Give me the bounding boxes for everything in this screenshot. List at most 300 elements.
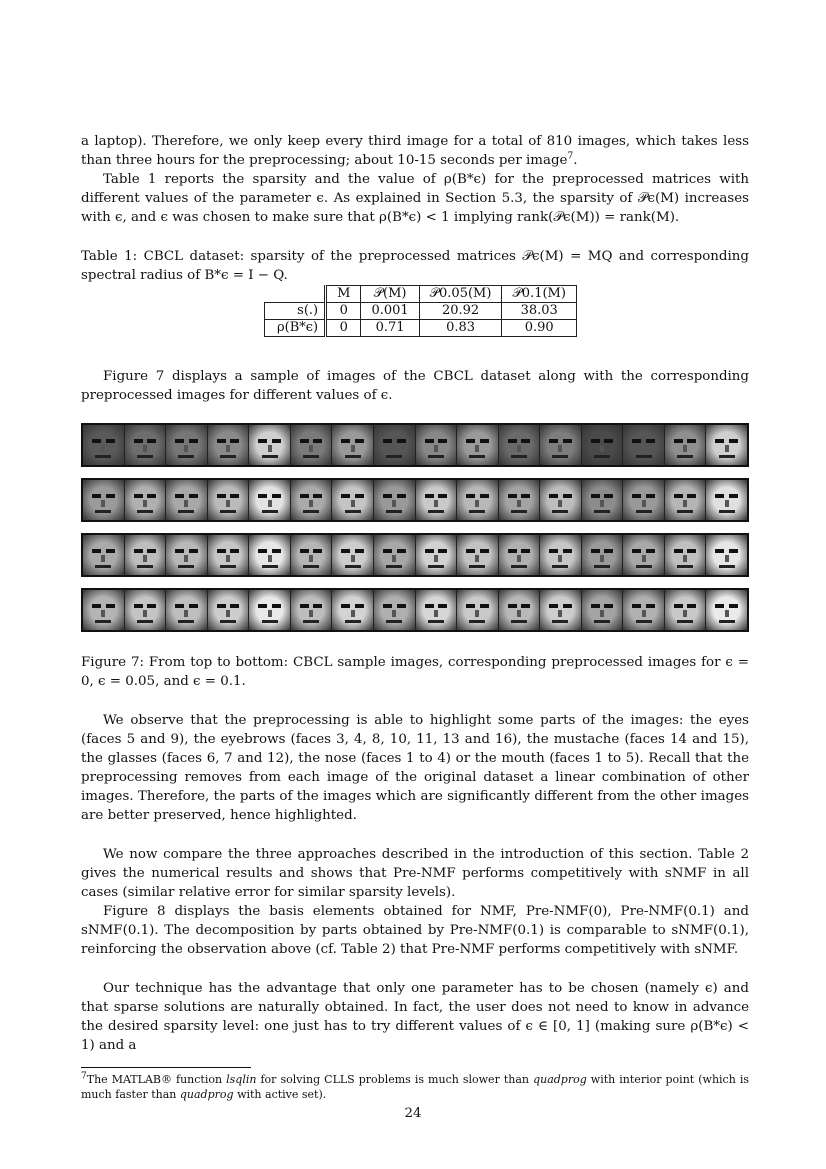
face-feature: [397, 494, 406, 498]
face-feature: [469, 620, 485, 623]
face-feature: [508, 494, 517, 498]
face-feature: [591, 604, 600, 608]
face-feature: [143, 445, 147, 452]
face-feature: [687, 549, 696, 553]
face-thumbnail: [665, 480, 707, 520]
face-feature: [552, 565, 568, 568]
face-thumbnail: [374, 535, 416, 575]
paragraph-1: [81, 132, 749, 170]
face-feature: [220, 565, 236, 568]
face-thumbnail: [208, 425, 250, 465]
face-feature: [178, 455, 194, 458]
face-feature: [604, 494, 613, 498]
face-feature: [425, 604, 434, 608]
face-thumbnail: [166, 480, 208, 520]
face-feature: [475, 500, 479, 507]
face-thumbnail: [499, 590, 541, 630]
face-feature: [220, 455, 236, 458]
face-feature: [92, 439, 101, 443]
face-feature: [591, 439, 600, 443]
face-thumbnail: [166, 590, 208, 630]
face-feature: [594, 455, 610, 458]
face-feature: [178, 510, 194, 513]
face-feature: [428, 455, 444, 458]
face-thumbnail: [416, 480, 458, 520]
face-feature: [677, 620, 693, 623]
face-thumbnail: [374, 480, 416, 520]
face-feature: [175, 604, 184, 608]
face-thumbnail: [457, 535, 499, 575]
face-feature: [147, 439, 156, 443]
face-thumbnail: [623, 535, 665, 575]
face-feature: [230, 604, 239, 608]
face-feature: [480, 604, 489, 608]
face-feature: [425, 439, 434, 443]
face-feature: [508, 439, 517, 443]
face-feature: [268, 555, 272, 562]
face-thumbnail: [499, 425, 541, 465]
face-feature: [258, 604, 267, 608]
face-feature: [636, 565, 652, 568]
face-feature: [397, 439, 406, 443]
face-feature: [184, 555, 188, 562]
figure-7-caption: Figure 7: From top to bottom: CBCL sample images, corresponding preprocessed images for ϵ = 0, ϵ = 0.05, and ϵ = 0.1.: [81, 655, 749, 689]
face-feature: [230, 439, 239, 443]
face-thumbnail: [457, 480, 499, 520]
face-thumbnail: [291, 590, 333, 630]
face-feature: [677, 510, 693, 513]
face-feature: [345, 565, 361, 568]
face-feature: [272, 604, 281, 608]
face-feature: [300, 494, 309, 498]
face-feature: [425, 549, 434, 553]
face-feature: [386, 620, 402, 623]
footnote-ref[interactable]: 7: [567, 151, 574, 162]
face-feature: [355, 549, 364, 553]
face-feature: [552, 510, 568, 513]
footnote-mark: 7: [81, 1071, 87, 1082]
face-feature: [189, 549, 198, 553]
face-feature: [480, 494, 489, 498]
face-feature: [220, 620, 236, 623]
face-thumbnail: [499, 535, 541, 575]
face-thumbnail: [332, 590, 374, 630]
face-feature: [600, 555, 604, 562]
paragraph-7: Our technique has the advantage that only one parameter has to be chosen (namely ϵ) and that sparse solutions are naturally obtained. In fact, the user does not need to know in advance the desired sparsity level: one just has to try different values of ϵ ∈ [0, 1] (making sure ρ(B*ϵ) < 1) and a: [81, 981, 749, 1053]
face-feature: [92, 604, 101, 608]
face-thumbnail: [291, 535, 333, 575]
face-feature: [683, 445, 687, 452]
face-feature: [480, 549, 489, 553]
face-feature: [341, 439, 350, 443]
face-thumbnail: [332, 535, 374, 575]
face-feature: [386, 455, 402, 458]
face-feature: [729, 439, 738, 443]
face-feature: [466, 494, 475, 498]
face-thumbnail: [125, 425, 167, 465]
face-thumbnail: [83, 480, 125, 520]
face-feature: [147, 549, 156, 553]
face-thumbnail: [706, 480, 747, 520]
face-feature: [143, 610, 147, 617]
face-thumbnail: [249, 480, 291, 520]
face-feature: [591, 494, 600, 498]
face-thumbnail: [499, 480, 541, 520]
face-feature: [683, 555, 687, 562]
face-feature: [303, 620, 319, 623]
face-thumbnail: [83, 425, 125, 465]
face-feature: [383, 439, 392, 443]
face-feature: [226, 500, 230, 507]
table-header-cell: 𝒫0.05(M): [419, 286, 502, 303]
face-feature: [719, 620, 735, 623]
face-thumbnail: [416, 590, 458, 630]
face-feature: [303, 565, 319, 568]
face-feature: [300, 439, 309, 443]
face-feature: [549, 549, 558, 553]
face-feature: [134, 494, 143, 498]
face-feature: [604, 439, 613, 443]
face-thumbnail: [166, 425, 208, 465]
face-feature: [466, 439, 475, 443]
face-thumbnail: [623, 425, 665, 465]
table-1-caption: Table 1: CBCL dataset: sparsity of the preprocessed matrices 𝒫ϵ(M) = MQ and corresponding spectral radius of B*ϵ = I − Q.: [81, 249, 749, 283]
face-feature: [604, 604, 613, 608]
face-feature: [642, 445, 646, 452]
face-feature: [392, 555, 396, 562]
face-thumbnail: [706, 590, 747, 630]
face-feature: [552, 620, 568, 623]
face-thumbnail: [540, 535, 582, 575]
table-cell: 0.83: [419, 320, 502, 337]
face-feature: [392, 500, 396, 507]
face-feature: [594, 510, 610, 513]
face-thumbnail: [125, 535, 167, 575]
paragraph-3: Figure 7 displays a sample of images of the CBCL dataset along with the corresponding preprocessed images for different values of ϵ.: [81, 369, 749, 403]
face-thumbnail: [582, 590, 624, 630]
page-body: [81, 132, 749, 1102]
face-thumbnail: [208, 590, 250, 630]
footnote-text: with active set).: [233, 1088, 327, 1101]
face-feature: [355, 439, 364, 443]
face-thumbnail: [249, 425, 291, 465]
face-thumbnail: [249, 590, 291, 630]
face-feature: [134, 604, 143, 608]
table-corner-cell: [265, 286, 326, 303]
face-thumbnail: [540, 590, 582, 630]
face-feature: [341, 549, 350, 553]
footnote-em: quadprog: [533, 1073, 587, 1086]
face-feature: [642, 500, 646, 507]
face-feature: [313, 604, 322, 608]
face-feature: [646, 604, 655, 608]
face-feature: [92, 549, 101, 553]
table-header-cell: M: [326, 286, 361, 303]
face-feature: [719, 455, 735, 458]
table-row: [265, 303, 577, 320]
face-thumbnail: [291, 480, 333, 520]
face-thumbnail: [416, 425, 458, 465]
face-feature: [189, 604, 198, 608]
page-number: 24: [404, 1106, 422, 1121]
face-thumbnail: [540, 425, 582, 465]
face-thumbnail: [83, 535, 125, 575]
face-feature: [303, 510, 319, 513]
face-thumbnail: [291, 425, 333, 465]
face-feature: [715, 549, 724, 553]
face-feature: [469, 565, 485, 568]
face-feature: [677, 455, 693, 458]
face-feature: [674, 494, 683, 498]
face-feature: [632, 604, 641, 608]
face-feature: [687, 604, 696, 608]
face-thumbnail: [457, 425, 499, 465]
face-feature: [178, 565, 194, 568]
face-feature: [184, 445, 188, 452]
face-feature: [351, 610, 355, 617]
table-cell: 0: [326, 320, 361, 337]
face-feature: [92, 494, 101, 498]
face-thumbnail: [540, 480, 582, 520]
face-feature: [434, 610, 438, 617]
footnote-text: for solving CLLS problems is much slower than: [256, 1073, 534, 1086]
face-feature: [189, 439, 198, 443]
face-feature: [438, 604, 447, 608]
face-feature: [552, 455, 568, 458]
footnote-text: with interior point (which is much faster than: [81, 1073, 749, 1101]
table-cell: 0.90: [502, 320, 577, 337]
face-feature: [189, 494, 198, 498]
face-feature: [345, 455, 361, 458]
face-feature: [508, 604, 517, 608]
face-feature: [262, 565, 278, 568]
face-feature: [591, 549, 600, 553]
face-feature: [425, 494, 434, 498]
face-feature: [95, 455, 111, 458]
face-feature: [258, 549, 267, 553]
face-feature: [475, 610, 479, 617]
face-feature: [687, 494, 696, 498]
face-feature: [466, 604, 475, 608]
face-feature: [226, 445, 230, 452]
face-feature: [600, 610, 604, 617]
face-thumbnail: [582, 480, 624, 520]
face-feature: [517, 555, 521, 562]
face-feature: [137, 455, 153, 458]
face-feature: [313, 549, 322, 553]
face-feature: [355, 604, 364, 608]
face-feature: [469, 455, 485, 458]
face-feature: [428, 510, 444, 513]
footnote-em: lsqlin: [226, 1073, 257, 1086]
table-cell: 20.92: [419, 303, 502, 320]
paragraph-1-text: a laptop). Therefore, we only keep every third image for a total of 810 images, which takes less than three hours for the preprocessing; about 10-15 seconds per image: [81, 134, 749, 168]
face-feature: [438, 549, 447, 553]
face-feature: [106, 494, 115, 498]
face-thumbnail: [623, 590, 665, 630]
face-feature: [563, 439, 572, 443]
face-feature: [383, 549, 392, 553]
paragraph-4: We observe that the preprocessing is able to highlight some parts of the images: the eyes (faces 5 and 9), the eyebrows (faces 3, 4, 8, 10, 11, 13 and 16), the mustache (faces 14 and 15), the glasses (faces 6, 7 and 12), the nose (faces 1 to 4) or the mouth (faces 1 to 5). Recall that the preprocessing removes from each image of the original dataset a linear combination of other images. Therefore, the parts of the images which are significantly different from the other images are better preserved, hence highlighted.: [81, 713, 749, 823]
face-thumbnail: [623, 480, 665, 520]
face-feature: [134, 549, 143, 553]
face-feature: [262, 620, 278, 623]
footnote: [81, 1072, 749, 1102]
face-feature: [475, 555, 479, 562]
face-feature: [392, 610, 396, 617]
face-feature: [143, 555, 147, 562]
table-cell: 0: [326, 303, 361, 320]
table-cell: 0.71: [361, 320, 419, 337]
face-feature: [438, 439, 447, 443]
face-feature: [521, 439, 530, 443]
table-row: [265, 320, 577, 337]
face-feature: [184, 500, 188, 507]
face-feature: [632, 549, 641, 553]
face-feature: [355, 494, 364, 498]
face-thumbnail: [665, 535, 707, 575]
face-feature: [217, 549, 226, 553]
face-thumbnail: [83, 590, 125, 630]
face-feature: [383, 604, 392, 608]
face-feature: [272, 494, 281, 498]
table-row-label: s(.): [265, 303, 326, 320]
face-feature: [143, 500, 147, 507]
face-feature: [521, 494, 530, 498]
face-feature: [632, 439, 641, 443]
face-feature: [386, 510, 402, 513]
face-feature: [95, 510, 111, 513]
table-header-row: [265, 286, 577, 303]
face-feature: [636, 510, 652, 513]
face-feature: [715, 494, 724, 498]
face-feature: [636, 455, 652, 458]
face-feature: [642, 555, 646, 562]
face-feature: [101, 555, 105, 562]
face-feature: [101, 610, 105, 617]
face-feature: [351, 555, 355, 562]
face-feature: [137, 620, 153, 623]
face-feature: [563, 604, 572, 608]
face-feature: [258, 494, 267, 498]
face-feature: [341, 494, 350, 498]
face-feature: [434, 555, 438, 562]
face-feature: [309, 555, 313, 562]
face-feature: [600, 445, 604, 452]
face-feature: [646, 494, 655, 498]
face-feature: [268, 500, 272, 507]
face-feature: [475, 445, 479, 452]
face-feature: [226, 610, 230, 617]
face-feature: [719, 565, 735, 568]
face-feature: [309, 610, 313, 617]
face-feature: [303, 455, 319, 458]
face-feature: [268, 610, 272, 617]
face-feature: [594, 620, 610, 623]
face-feature: [715, 604, 724, 608]
face-feature: [521, 549, 530, 553]
face-feature: [466, 549, 475, 553]
face-feature: [351, 445, 355, 452]
face-strip-original: [81, 423, 749, 467]
face-feature: [558, 500, 562, 507]
face-feature: [687, 439, 696, 443]
face-feature: [683, 610, 687, 617]
face-feature: [683, 500, 687, 507]
face-feature: [428, 620, 444, 623]
face-feature: [511, 510, 527, 513]
face-feature: [341, 604, 350, 608]
face-feature: [300, 604, 309, 608]
face-feature: [674, 549, 683, 553]
face-feature: [508, 549, 517, 553]
face-feature: [178, 620, 194, 623]
face-feature: [517, 500, 521, 507]
face-feature: [517, 610, 521, 617]
paragraph-1-end: .: [573, 153, 578, 168]
face-feature: [558, 555, 562, 562]
face-feature: [106, 549, 115, 553]
face-feature: [220, 510, 236, 513]
face-thumbnail: [665, 425, 707, 465]
face-feature: [272, 439, 281, 443]
face-feature: [511, 455, 527, 458]
face-feature: [674, 439, 683, 443]
face-feature: [262, 510, 278, 513]
face-feature: [230, 494, 239, 498]
face-feature: [309, 445, 313, 452]
face-feature: [636, 620, 652, 623]
face-feature: [272, 549, 281, 553]
face-feature: [313, 494, 322, 498]
face-thumbnail: [332, 425, 374, 465]
face-thumbnail: [208, 480, 250, 520]
face-feature: [106, 604, 115, 608]
face-feature: [217, 439, 226, 443]
face-feature: [134, 439, 143, 443]
face-feature: [632, 494, 641, 498]
face-feature: [313, 439, 322, 443]
face-feature: [397, 604, 406, 608]
face-feature: [147, 604, 156, 608]
face-thumbnail: [208, 535, 250, 575]
face-feature: [469, 510, 485, 513]
face-feature: [604, 549, 613, 553]
face-feature: [258, 439, 267, 443]
paragraph-2: Table 1 reports the sparsity and the value of ρ(B*ϵ) for the preprocessed matrices with different values of the parameter ϵ. As explained in Section 5.3, the sparsity of 𝒫ϵ(M) increases with ϵ, and ϵ was chosen to make sure that ρ(B*ϵ) < 1 implying rank(𝒫ϵ(M)) = rank(M).: [81, 172, 749, 225]
face-thumbnail: [125, 480, 167, 520]
figure-7: [81, 423, 749, 632]
face-feature: [184, 610, 188, 617]
face-thumbnail: [706, 425, 747, 465]
face-thumbnail: [706, 535, 747, 575]
paragraph-6: Figure 8 displays the basis elements obtained for NMF, Pre-NMF(0), Pre-NMF(0.1) and sNMF(0.1). The decomposition by parts obtained by Pre-NMF(0.1) is comparable to sNMF(0.1), reinforcing the observation above (cf. Table 2) that Pre-NMF performs competitively with sNMF.: [81, 904, 749, 957]
face-feature: [268, 445, 272, 452]
face-feature: [137, 510, 153, 513]
face-feature: [725, 445, 729, 452]
face-feature: [351, 500, 355, 507]
face-feature: [642, 610, 646, 617]
face-feature: [517, 445, 521, 452]
face-feature: [345, 620, 361, 623]
table-row-label: ρ(B*ϵ): [265, 320, 326, 337]
face-feature: [434, 500, 438, 507]
face-strip-eps-0: [81, 478, 749, 522]
face-feature: [715, 439, 724, 443]
table-cell: 0.001: [361, 303, 419, 320]
face-thumbnail: [457, 590, 499, 630]
face-thumbnail: [374, 425, 416, 465]
